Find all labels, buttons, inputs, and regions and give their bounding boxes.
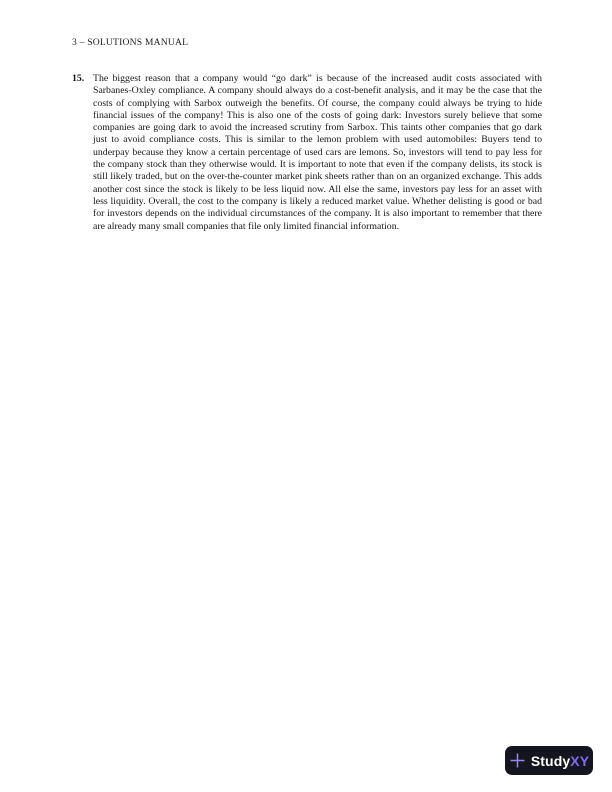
problem-text: The biggest reason that a company would “go dark” is because of the increased audit costs associated with Sarbanes-Oxley compliance. A company should always do a cost-benefit analysis, and it may be the case that the costs of complying with Sarbox outweigh the benefits. Of course, the company could always be trying to hide financial issues of the company! This is also one of the costs of going dark: Investors surely believe that some companies are going dark to avoid the increased scrutiny from Sarbox. This taints other companies that go dark just to avoid compliance costs. This is similar to the lemon problem with used automobiles: Buyers tend to underpay because they know a certain percentage of used cars are lemons. So, investors will tend to pay less for the company stock than they otherwise would. It is important to note that even if the company delists, its stock is still likely traded, but on the over-the-counter market pink sheets rather than on an organized exchange. This adds another cost since the stock is likely to be less liquid now. All else the same, investors pay less for an asset with less liquidity. Overall, the cost to the company is likely a reduced market value. Whether delisting is good or bad for investors depends on the individual circumstances of the company. It is also important to remember that there are already many small companies that file only limited financial information.	[93, 73, 542, 232]
logo-text	[531, 753, 589, 769]
problem-number: 15.	[72, 73, 85, 84]
plus-icon	[509, 752, 526, 769]
page-header: 3 – SOLUTIONS MANUAL	[72, 37, 189, 48]
logo-brand-primary: Study	[530, 752, 571, 769]
studyxy-logo	[505, 746, 593, 775]
solution-item-15	[72, 73, 542, 233]
logo-brand-accent: XY	[570, 752, 590, 769]
